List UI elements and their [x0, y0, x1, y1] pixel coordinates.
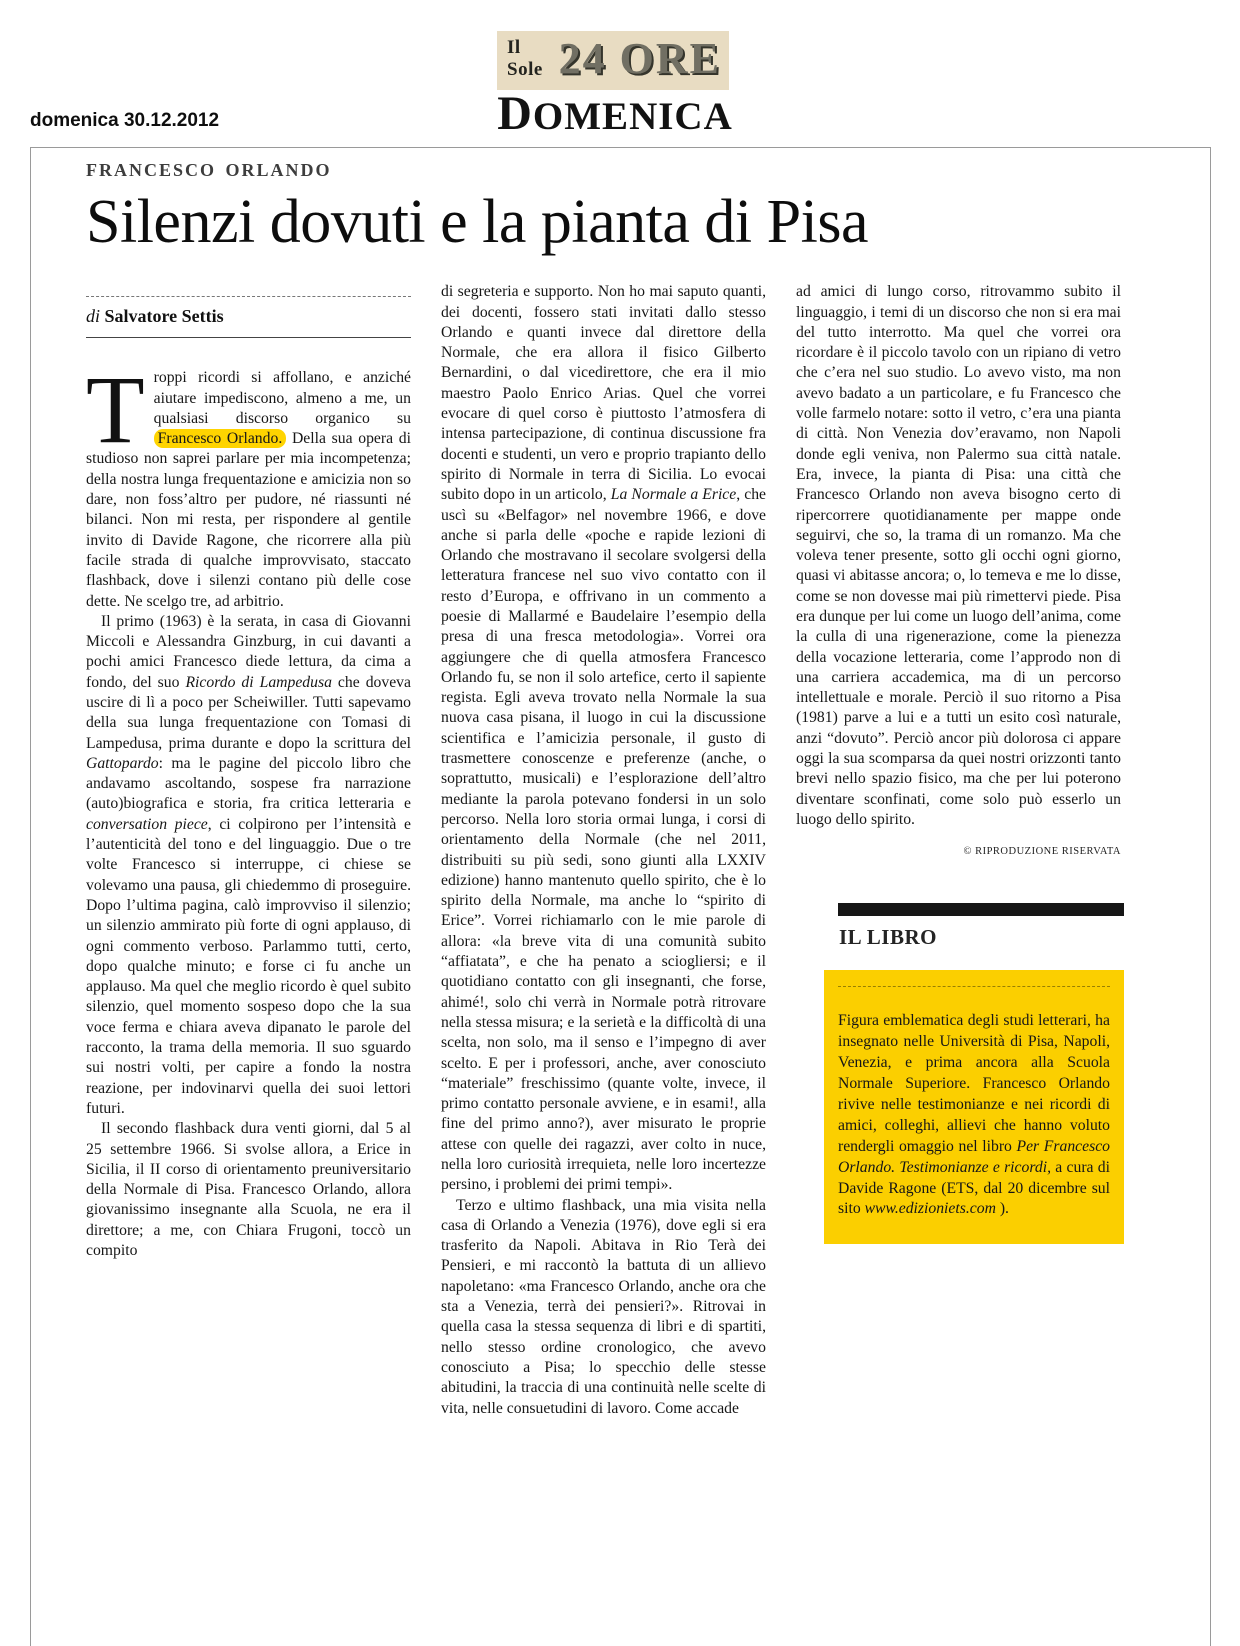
text-segment: , che uscì su «Belfagor» nel novembre 1966, e dove anche si parla delle «poche e rapide lezioni di Orlando che mostravano il secolare svolgersi della letteratura francese nel suo vivo contatto con il resto d’Europa, e offrivano in un commento a poesie di Mallarmé e Baudelaire l’esempio della presa di una fresca metodologia». Vorrei ora aggiungere che di quella atmosfera Francesco Orlando fu, se non il solo artefice, certo il sapiente regista. Egli aveva trovato nella Normale la sua nuova casa pisana, il luogo in cui la discussione scientifica e l’amicizia personale, il gusto di trasmettere conoscenze e preferenze (anche, o soprattutto, musicali) e l’esplorazione dell’altro mediante la parola potevano fondersi in un solo percorso. Nella loro storia ormai lunga, i corsi di orientamento della Normale (che nel 2011, distribuiti su più sedi, sono giunti alla LXXIV edizione) hanno mantenuto quello spirito, che è lo spirito della Normale, ma anche lo “spirito di Erice”. Vorrei richiamarlo con le mie parole di allora: «la breve vita di una comunità subito “affiatata”, e che ha penato a sciogliersi; e il quotidiano contatto con gli insegnanti, che forse, ahimé!, solo chi verrà in Normale potrà ritrovare nella stessa misura; e la serietà e la difficoltà di una scelta, non solo, ma il senso e l’impegno di aver scelto. E per i professori, anche, aver conosciuto “materiale” freschissimo (quante volte, invece, il primo contatto personale avviene, e in esami!, alla fine del primo anno?), aver misurato le proprie attese con quelle dei ragazzi, aver colto in nuce, nella loro curiosità irrequieta, nelle loro incertezze persino, i problemi dei primi tempi».: [441, 486, 767, 1194]
text-segment: a cura di Davide Ragone (ETS, dal 20 dicembre sul sito: [838, 1158, 1110, 1218]
column-2: [441, 282, 766, 1419]
text-segment: La Normale a Erice: [610, 486, 737, 504]
section-bar: [838, 903, 1124, 916]
paragraph: [441, 282, 766, 1195]
text-segment: conversation piece: [86, 815, 208, 833]
paragraph: [86, 356, 411, 612]
kicker: FRANCESCO ORLANDO: [86, 160, 332, 180]
byline: [86, 297, 411, 337]
paragraph: [441, 1196, 766, 1419]
copyright-notice: © RIPRODUZIONE RISERVATA: [963, 846, 1121, 858]
text-segment: Della sua opera di studioso non saprei parlare per mia incompetenza; della nostra lunga frequentazione e amicizia non so dare, non foss’altro per pudore, né riassunti né bilanci. Non mi resta, per rispondere al gentile invito di Davide Ragone, che ricorrere alla più facile strada di qualche improvvisato, staccato flashback, dove i silenzi contano più delle cose dette. Ne scelgo tre, ad arbitrio.: [86, 430, 411, 610]
drop-cap: T: [86, 356, 145, 464]
paragraph: [838, 1011, 1110, 1220]
paragraph: [86, 1119, 411, 1261]
text-segment: Per Francesco Orlando. Testimonianze e ricordi,: [838, 1137, 1110, 1176]
highlighted-text: Francesco Orlando.: [154, 429, 287, 448]
text-segment: Figura emblematica degli studi letterari, ha insegnato nelle Università di Pisa, Napoli, Venezia, e prima ancora alla Scuola Normale Superiore. Francesco Orlando rivive nelle testimonianze e nei ricordi di amici, colleghi, allievi che hanno voluto rendergli omaggio nel libro: [838, 1012, 1110, 1155]
text-segment: Gattopardo: [86, 754, 159, 772]
domenica-initial: D: [497, 87, 533, 140]
text-segment: Il primo (1963) è la serata, in casa di Giovanni Miccoli e Alessandra Ginzburg, in cui davanti a pochi amici Francesco diede lettura, da cima a fondo, del suo: [86, 612, 411, 691]
text-segment: che doveva uscire di lì a poco per Scheiwiller. Tutti sapevamo della sua lunga frequentazione con Tomasi di Lampedusa, prima durante e dopo la scrittura del: [86, 673, 411, 752]
text-segment: Ricordo di Lampedusa: [185, 673, 332, 691]
column-1-text: [86, 356, 411, 1261]
book-box: [824, 903, 1124, 1244]
column-2-text: [441, 282, 766, 1419]
text-segment: Terzo e ultimo flashback, una mia visita nella casa di Orlando a Venezia (1976), dove egli si era trasferito da Napoli. Abitava in Rio Terà dei Pensieri, e mi raccontò la battuta di un allievo napoletano: «ma Francesco Orlando, anche ora che sta a Venezia, terrà dei pensieri?». Ritrovai in quella casa la stessa sequenza di libri e di spartiti, nello stesso ordine cronologico, che avevo conosciuto a Pisa; lo specchio delle stesse abitudini, la traccia di una continuità nelle scelte di vita, nelle consuetudini di lavoro. Come accade: [441, 1196, 766, 1417]
text-segment: ad amici di lungo corso, ritrovammo subito il linguaggio, i temi di un discorso che non si era mai del tutto interrotto. Ma quel che vorrei ora ricordare è il piccolo tavolo con un ripiano di vetro che c’era nel suo studio. Lo avevo visto, ma non avevo badato a un particolare, e fu Francesco che volle farmelo notare: sotto il vetro, c’era una pianta di città. Non Venezia dov’eravamo, non Napoli donde egli veniva, non Palermo sua città natale. Era, invece, la pianta di Pisa: una città che Francesco Orlando non aveva bisogno certo di ripercorrere quotidianamente per mappe onde seguirvi, che so, la trama di un romanzo. Ma che voleva tener presente, sotto gli occhi ogni giorno, quasi vi abitasse ancora; o, lo temeva e me lo disse, come se non dovesse mai più rimettervi piede. Pisa era dunque per lui come un luogo dell’anima, come la culla di una rigenerazione, come la pienezza della vocazione letteraria, come l’approdo non di una carriera accademica, ma di un percorso intellettuale e morale. Perciò il suo ritorno a Pisa (1981) parve a lui e a tutti un esito così naturale, anzi “dovuto”. Perciò ancor più dolorosa ci appare oggi la sua scomparsa da quei nostri orizzonti tanto brevi nello spazio fisico, ma che per lui poterono diventare sconfinati, come solo può esserlo un luogo dello spirito.: [796, 283, 1121, 828]
paragraph: [796, 282, 1121, 830]
article-columns: [86, 282, 1121, 1419]
text-segment: www.edizioniets.com: [864, 1200, 996, 1218]
paragraph: [86, 612, 411, 1119]
text-segment: di segreteria e supporto. Non ho mai saputo quanti, dei docenti, fossero stati invitati dallo stesso Orlando e quanti invece dal direttore della Normale, che era allora il fisico Gilberto Bernardini, o dal vicedirettore, che era il mio maestro Paolo Enrico Arias. Quel che vorrei evocare di quel corso è piuttosto l’atmosfera di intensa partecipazione, di continua discussione fra docenti e studenti, un vero e proprio trapianto dello spirito di Normale in terra di Sicilia. Lo evocai subito dopo in un articolo,: [441, 283, 766, 504]
article-frame: [30, 147, 1211, 1646]
column-3-text: [796, 282, 1121, 830]
book-box-body: [824, 970, 1124, 1244]
column-3: [796, 282, 1121, 1419]
masthead-24-ore: 24 ORE: [558, 34, 721, 83]
masthead-il-sole: Il Sole: [507, 37, 543, 80]
headline: Silenzi dovuti e la pianta di Pisa: [86, 188, 868, 256]
masthead-domenica: [470, 86, 760, 141]
byline-block: [86, 296, 411, 338]
box-dashed-rule: [838, 986, 1110, 987]
text-segment: : ma le pagine del piccolo libro che andavamo ascoltando, sospese fra narrazione (auto)biografica e storia, fra critica letteraria e: [86, 754, 411, 813]
domenica-rest: OMENICA: [532, 95, 733, 138]
date-label: domenica 30.12.2012: [30, 110, 220, 131]
book-box-text: [838, 1011, 1110, 1220]
masthead-logo: [497, 31, 729, 90]
text-segment: roppi ricordi si affollano, e anziché aiutare impediscono, almeno a me, un qualsiasi discorso organico su: [153, 369, 411, 427]
text-segment: Il secondo flashback dura venti giorni, dal 5 al 25 settembre 1966. Si svolse allora, a Erice in Sicilia, il II corso di orientamento preuniversitario della Normale di Pisa. Francesco Orlando, allora giovanissimo insegnante alla Scuola, ne era il direttore; a me, con Chiara Frugoni, toccò un compito: [86, 1120, 411, 1259]
solid-rule: [86, 337, 411, 338]
byline-prefix: di: [86, 306, 105, 327]
text-segment: , ci colpirono per l’intensità e l’autenticità del tono e del linguaggio. Due o tre volte Francesco si interruppe, ci chiese se volevamo una pausa, gli chiedemmo di proseguire. Dopo l’ultima pagina, calò improvviso il silenzio; un silenzio ammirato più forte di ogni applauso, di ogni commento verboso. Parlammo tutti, certo, dopo qualche minuto; e forse ci fu anche un applauso. Ma quel che meglio ricordo è quel subito silenzio, quel momento sospeso dopo che la sua voce ferma e chiara aveva dipanato le parole del racconto, la trama della memoria. Il suo sguardo sui nostri volti, per capire a fondo la nostra reazione, per indovinarvi quella dei suoi lettori futuri.: [86, 815, 411, 1117]
byline-author: Salvatore Settis: [104, 306, 224, 327]
column-1: [86, 282, 411, 1419]
text-segment: ).: [995, 1200, 1009, 1218]
book-box-label: IL LIBRO: [839, 925, 937, 950]
